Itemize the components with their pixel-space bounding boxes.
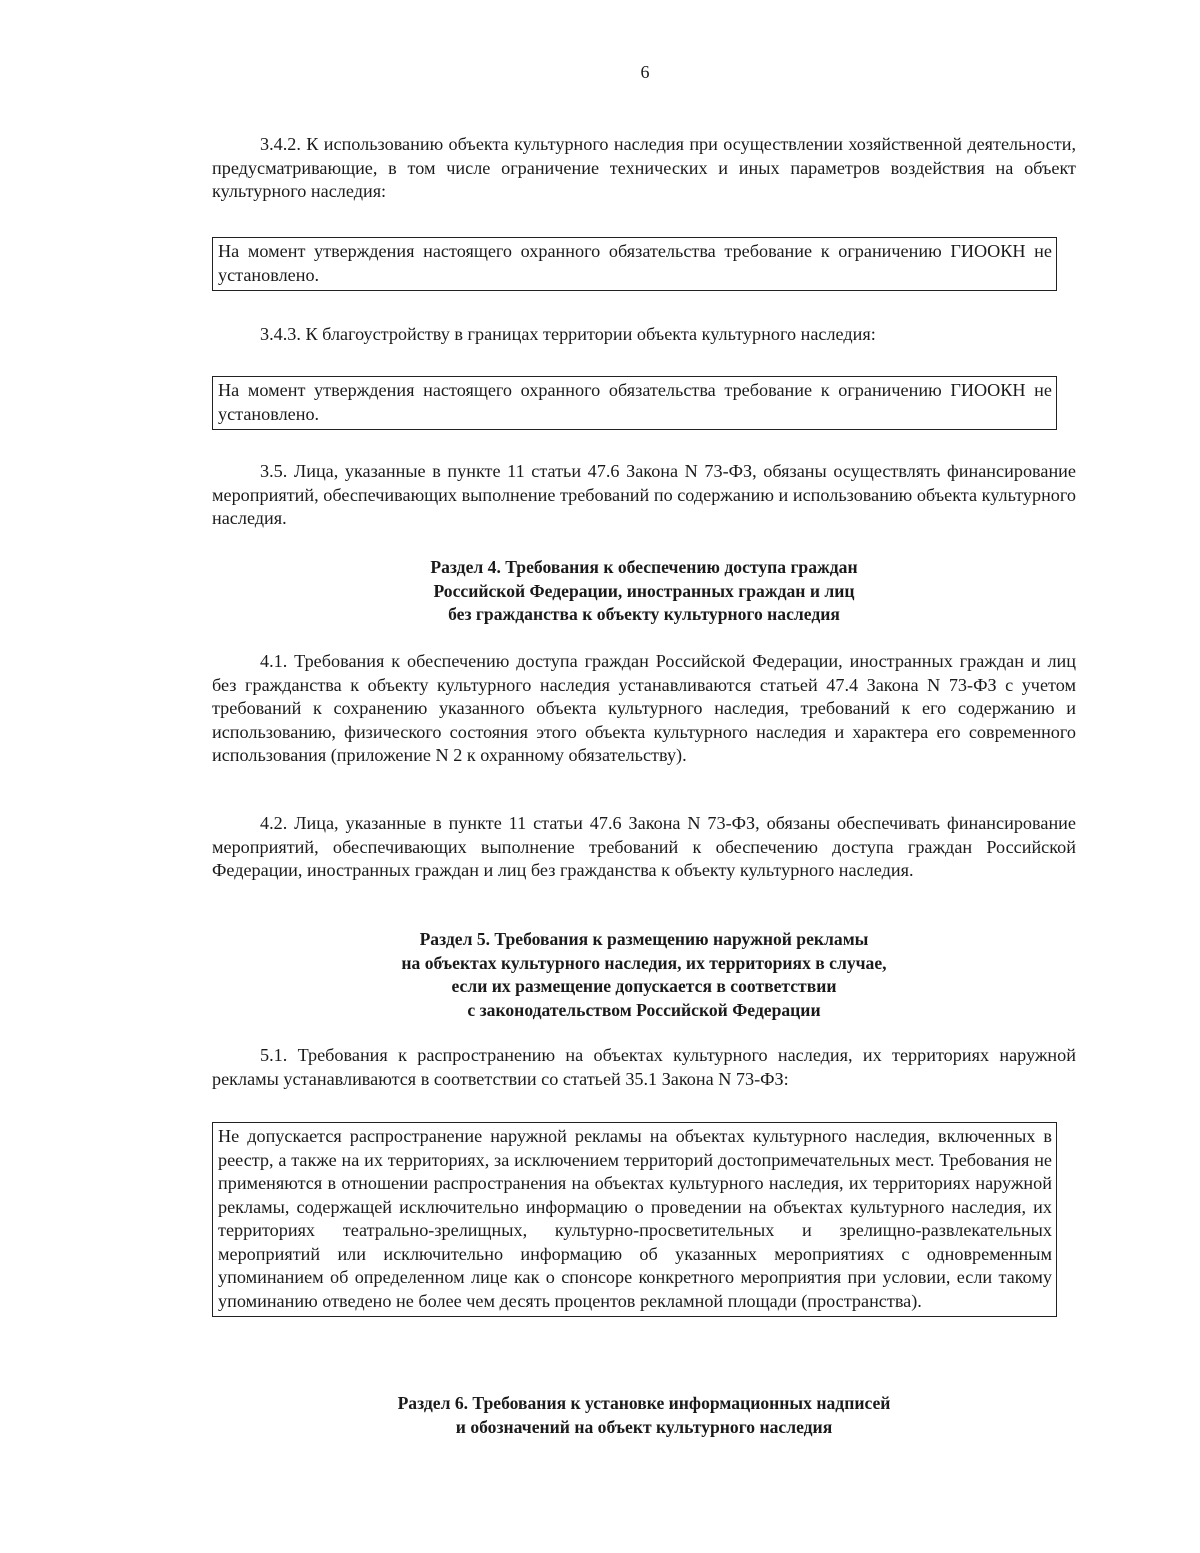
section-6-heading <box>212 1392 1076 1439</box>
section-4-heading-line: Российской Федерации, иностранных граждан и лиц <box>433 580 855 601</box>
requirement-box-3-4-3: На момент утверждения настоящего охранного обязательства требование к ограничению ГИООКН не установлено. <box>212 376 1057 430</box>
requirement-box-5-1: Не допускается распространение наружной рекламы на объектах культурного наследия, включенных в реестр, а также на их территориях, за исключением территорий достопримечательных мест. Требования не применяются в отношении распространения на объектах культурного наследия, их территориях наружной рекламы, содержащей исключительно информацию о проведении на объектах культурного наследия, их территориях театрально-зрелищных, культурно-просветительных и зрелищно-развлекательных мероприятий или исключительно информацию об указанных мероприятиях с одновременным упоминанием об определенном лице как о спонсоре конкретного мероприятия при условии, если такому упоминанию отведено не более чем десять процентов рекламной площади (пространства). <box>212 1122 1057 1317</box>
paragraph-5-1: 5.1. Требования к распространению на объектах культурного наследия, их территориях наружной рекламы устанавливаются в соответствии со статьей 35.1 Закона N 73-ФЗ: <box>212 1045 1076 1089</box>
paragraph-3-4-3: 3.4.3. К благоустройству в границах территории объекта культурного наследия: <box>260 324 876 344</box>
section-4-heading <box>212 556 1076 627</box>
section-5-heading-line: на объектах культурного наследия, их территориях в случае, <box>401 952 887 973</box>
page-number: 6 <box>640 62 650 82</box>
section-5-heading-line: с законодательством Российской Федерации <box>467 999 821 1020</box>
paragraph-4-1: 4.1. Требования к обеспечению доступа граждан Российской Федерации, иностранных граждан и лиц без гражданства к объекту культурного наследия устанавливаются статьей 47.4 Закона N 73-ФЗ с учетом требований к сохранению указанного объекта культурного наследия, требований к его содержанию и использованию, физического состояния этого объекта культурного наследия и характера его современного использования (приложение N 2 к охранному обязательству). <box>212 651 1076 765</box>
section-4-heading-line: без гражданства к объекту культурного наследия <box>448 604 840 624</box>
section-5-heading-line: если их размещение допускается в соответствии <box>451 976 837 996</box>
section-5-heading <box>212 928 1076 1022</box>
paragraph-3-4-2: 3.4.2. К использованию объекта культурного наследия при осуществлении хозяйственной деятельности, предусматривающие, в том числе ограничение технических и иных параметров воздействия на объект культурного наследия: <box>212 134 1076 201</box>
requirement-box-3-4-2: На момент утверждения настоящего охранного обязательства требование к ограничению ГИООКН не установлено. <box>212 237 1057 291</box>
paragraph-3-5: 3.5. Лица, указанные в пункте 11 статьи 47.6 Закона N 73-ФЗ, обязаны осуществлять финансирование мероприятий, обеспечивающих выполнение требований по содержанию и использованию объекта культурного наследия. <box>212 461 1076 528</box>
section-5-heading-line: Раздел 5. Требования к размещению наружной рекламы <box>419 929 869 949</box>
section-6-heading-line: Раздел 6. Требования к установке информационных надписей <box>397 1393 891 1413</box>
section-6-heading-line: и обозначений на объект культурного наследия <box>455 1416 833 1437</box>
section-4-heading-line: Раздел 4. Требования к обеспечению доступа граждан <box>430 557 858 577</box>
paragraph-4-2: 4.2. Лица, указанные в пункте 11 статьи 47.6 Закона N 73-ФЗ, обязаны обеспечивать финансирование мероприятий, обеспечивающих выполнение требований к обеспечению доступа граждан Российской Федерации, иностранных граждан и лиц без гражданства к объекту культурного наследия. <box>212 813 1076 880</box>
